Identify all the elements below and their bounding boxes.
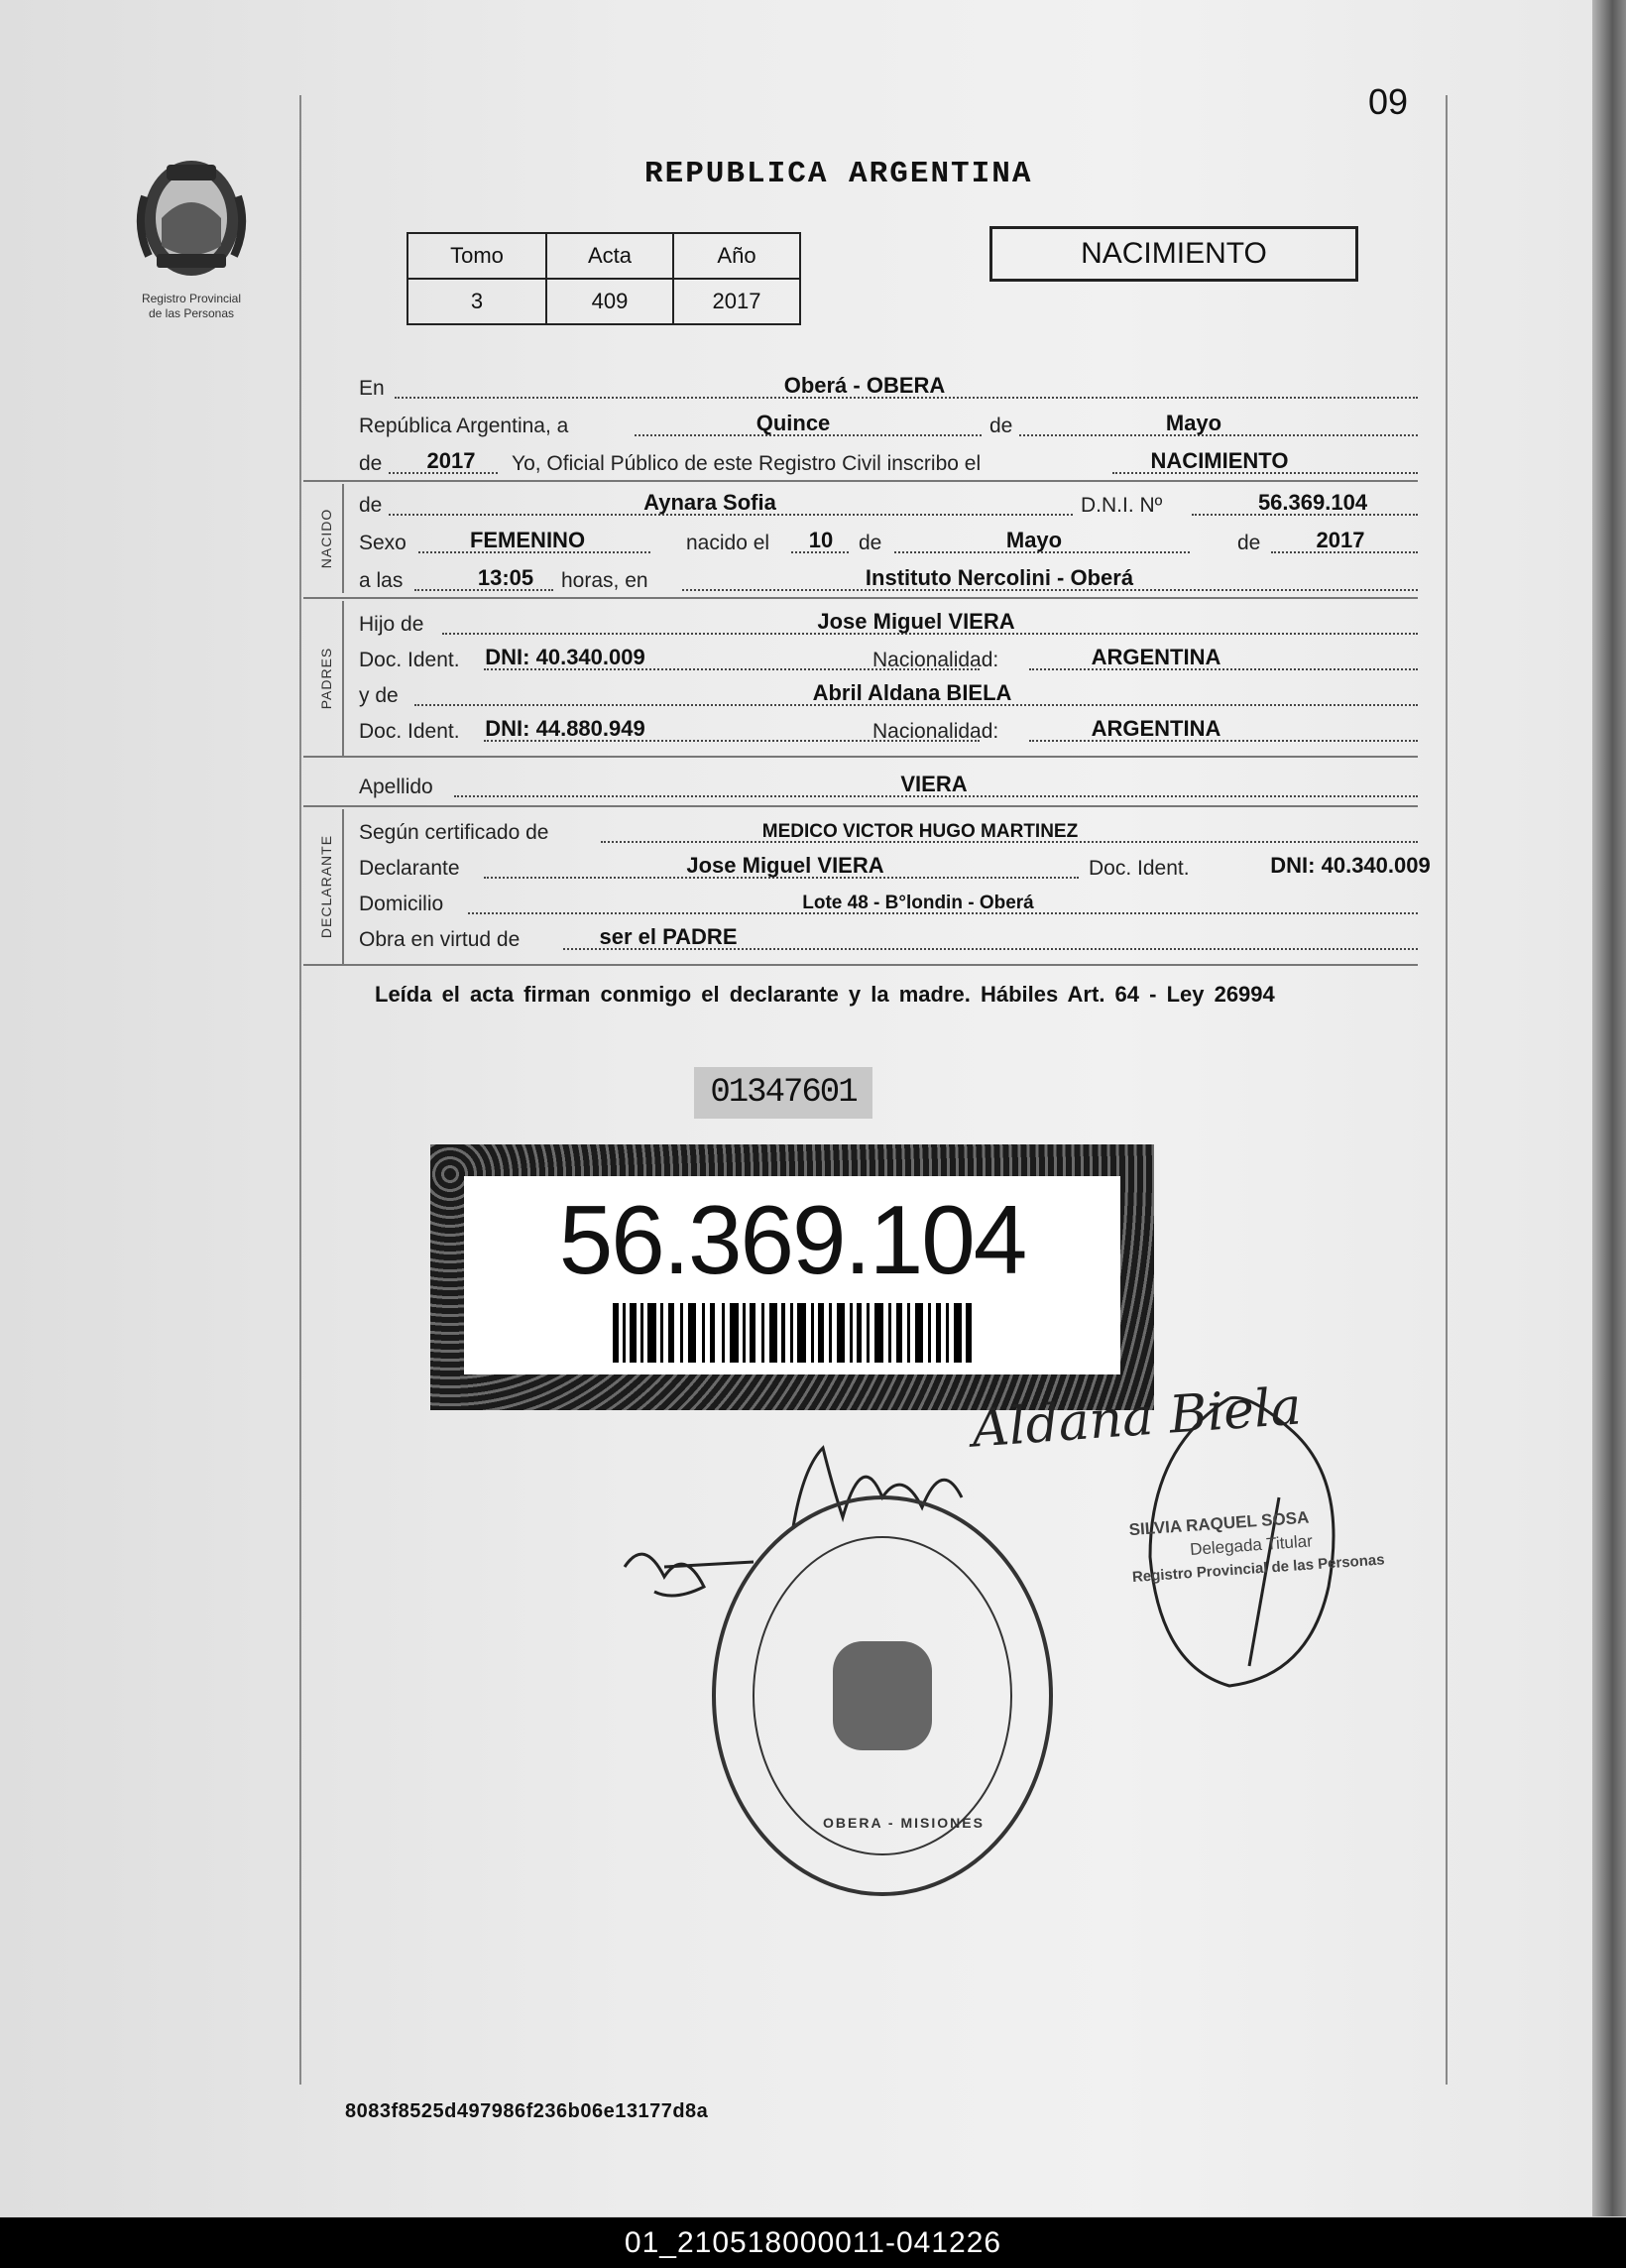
row-apellido bbox=[359, 770, 1418, 801]
label-oficial: Yo, Oficial Público de este Registro Civil inscribo el bbox=[512, 452, 982, 475]
value-birth-day: 10 bbox=[808, 528, 834, 552]
row-declarante bbox=[359, 851, 1431, 883]
value-birth-time: 13:05 bbox=[477, 565, 534, 590]
label-sexo: Sexo bbox=[359, 532, 406, 554]
logo-caption-line2: de las Personas bbox=[148, 306, 235, 320]
row-sexo bbox=[359, 526, 1418, 557]
coat-of-arms-icon bbox=[127, 147, 256, 286]
value-inscribe-type: NACIMIENTO bbox=[1150, 448, 1289, 473]
record-table bbox=[406, 232, 801, 325]
handwritten-signature: Aldana Biela bbox=[970, 1376, 1304, 1460]
divider bbox=[303, 805, 1418, 807]
label-de-month: de bbox=[859, 532, 882, 554]
stamp-line1: SILVIA RAQUEL SOSA bbox=[1128, 1507, 1310, 1540]
divider bbox=[303, 964, 1418, 966]
label-declarante: Declarante bbox=[359, 857, 460, 880]
value-year: 2017 bbox=[426, 448, 476, 473]
label-dni: D.N.I. Nº bbox=[1081, 494, 1163, 517]
header-acta: Acta bbox=[546, 233, 673, 279]
label-doc: Doc. Ident. bbox=[359, 649, 460, 671]
seal-sub: OBERA - MISIONES bbox=[823, 1815, 985, 1831]
row-mother-doc bbox=[359, 714, 1418, 746]
header-tomo: Tomo bbox=[407, 233, 546, 279]
label-doc-2: Doc. Ident. bbox=[359, 720, 460, 743]
row-obra bbox=[359, 922, 1418, 954]
label-nacionalidad-2: Nacionalidad: bbox=[872, 720, 999, 743]
label-de-year: de bbox=[1237, 532, 1261, 554]
label-republica: República Argentina, a bbox=[359, 415, 569, 437]
id-barcode-label bbox=[430, 1144, 1154, 1410]
value-acta: 409 bbox=[546, 279, 673, 324]
label-hijo: Hijo de bbox=[359, 613, 424, 636]
section-declarante-label: DECLARANTE bbox=[318, 834, 334, 939]
value-certificado: MEDICO VICTOR HUGO MARTINEZ bbox=[761, 821, 1079, 842]
closing-statement: Leída el acta firman conmigo el declarante y la madre. Hábiles Art. 64 - Ley 26994 bbox=[375, 982, 1275, 1007]
label-doc-declarante: Doc. Ident. bbox=[1089, 857, 1190, 880]
logo-caption-line1: Registro Provincial bbox=[141, 292, 242, 305]
row-father-doc bbox=[359, 643, 1418, 674]
label-nacido-el: nacido el bbox=[686, 532, 770, 554]
stamp-line2: Delegada Titular bbox=[1189, 1531, 1314, 1559]
label-en: En bbox=[359, 377, 385, 400]
row-domicilio bbox=[359, 887, 1418, 918]
row-y-de bbox=[359, 678, 1418, 710]
value-tomo: 3 bbox=[407, 279, 546, 324]
stamp-line3: Registro Provincial de las Personas bbox=[1131, 1551, 1386, 1587]
value-birth-month: Mayo bbox=[1005, 528, 1063, 552]
page-number: 09 bbox=[1368, 81, 1409, 122]
label-nacionalidad: Nacionalidad: bbox=[872, 649, 999, 671]
label-obra: Obra en virtud de bbox=[359, 928, 521, 951]
value-obra: ser el PADRE bbox=[599, 924, 738, 949]
row-year bbox=[359, 446, 1418, 478]
label-de-name: de bbox=[359, 494, 383, 517]
section-padres bbox=[313, 601, 339, 756]
value-mother-doc: DNI: 44.880.949 bbox=[485, 716, 645, 741]
country-title: REPUBLICA ARGENTINA bbox=[644, 157, 1033, 191]
value-mother-name: Abril Aldana BIELA bbox=[812, 680, 1012, 705]
value-month: Mayo bbox=[1165, 411, 1222, 435]
value-place: Oberá - OBERA bbox=[783, 373, 946, 398]
value-declarante-doc: DNI: 40.340.009 bbox=[1270, 853, 1431, 878]
label-domicilio: Domicilio bbox=[359, 893, 444, 915]
page-binding-edge bbox=[1592, 0, 1626, 2216]
value-anio: 2017 bbox=[673, 279, 800, 324]
row-republica bbox=[359, 409, 1418, 440]
label-y-de: y de bbox=[359, 684, 399, 707]
value-father-doc: DNI: 40.340.009 bbox=[485, 645, 645, 669]
value-birth-place: Instituto Nercolini - Oberá bbox=[865, 565, 1134, 590]
value-father-nationality: ARGENTINA bbox=[1091, 645, 1221, 669]
value-child-dni: 56.369.104 bbox=[1257, 490, 1368, 515]
row-nacido-name bbox=[359, 488, 1418, 520]
label-year-de: de bbox=[359, 452, 383, 475]
serial-number: 01347601 bbox=[694, 1067, 872, 1119]
label-apellido: Apellido bbox=[359, 776, 433, 798]
registry-logo bbox=[117, 147, 266, 321]
label-certificado: Según certificado de bbox=[359, 821, 549, 844]
barcode-icon bbox=[613, 1303, 972, 1363]
row-hora bbox=[359, 563, 1418, 595]
label-horas: horas, en bbox=[561, 569, 648, 592]
value-day-word: Quince bbox=[755, 411, 831, 435]
signatures-icon bbox=[595, 1388, 1487, 1904]
divider bbox=[303, 756, 1418, 758]
value-child-name: Aynara Sofia bbox=[643, 490, 776, 515]
header-anio: Año bbox=[673, 233, 800, 279]
value-declarante-name: Jose Miguel VIERA bbox=[686, 853, 884, 878]
row-certificado bbox=[359, 815, 1418, 847]
file-id-bar: 01_210518000011-041226 bbox=[0, 2217, 1626, 2268]
label-de: de bbox=[989, 415, 1013, 437]
section-nacido bbox=[313, 484, 339, 593]
value-mother-nationality: ARGENTINA bbox=[1091, 716, 1221, 741]
section-declarante bbox=[313, 809, 339, 964]
row-hijo bbox=[359, 607, 1418, 639]
barcode-number: 56.369.104 bbox=[558, 1185, 1026, 1294]
value-sexo: FEMENINO bbox=[469, 528, 586, 552]
value-father-name: Jose Miguel VIERA bbox=[817, 609, 1015, 634]
record-type-box: NACIMIENTO bbox=[989, 226, 1358, 282]
section-nacido-label: NACIDO bbox=[318, 508, 334, 569]
label-alas: a las bbox=[359, 569, 404, 592]
section-padres-label: PADRES bbox=[318, 647, 334, 710]
value-birth-year: 2017 bbox=[1316, 528, 1365, 552]
hash-code: 8083f8525d497986f236b06e13177d8a bbox=[345, 2100, 709, 2122]
signature-area bbox=[595, 1376, 1487, 1904]
value-apellido: VIERA bbox=[900, 772, 968, 796]
divider bbox=[303, 480, 1418, 482]
value-domicilio: Lote 48 - B°londin - Oberá bbox=[802, 893, 1034, 913]
divider bbox=[303, 597, 1418, 599]
row-en bbox=[359, 371, 1418, 403]
